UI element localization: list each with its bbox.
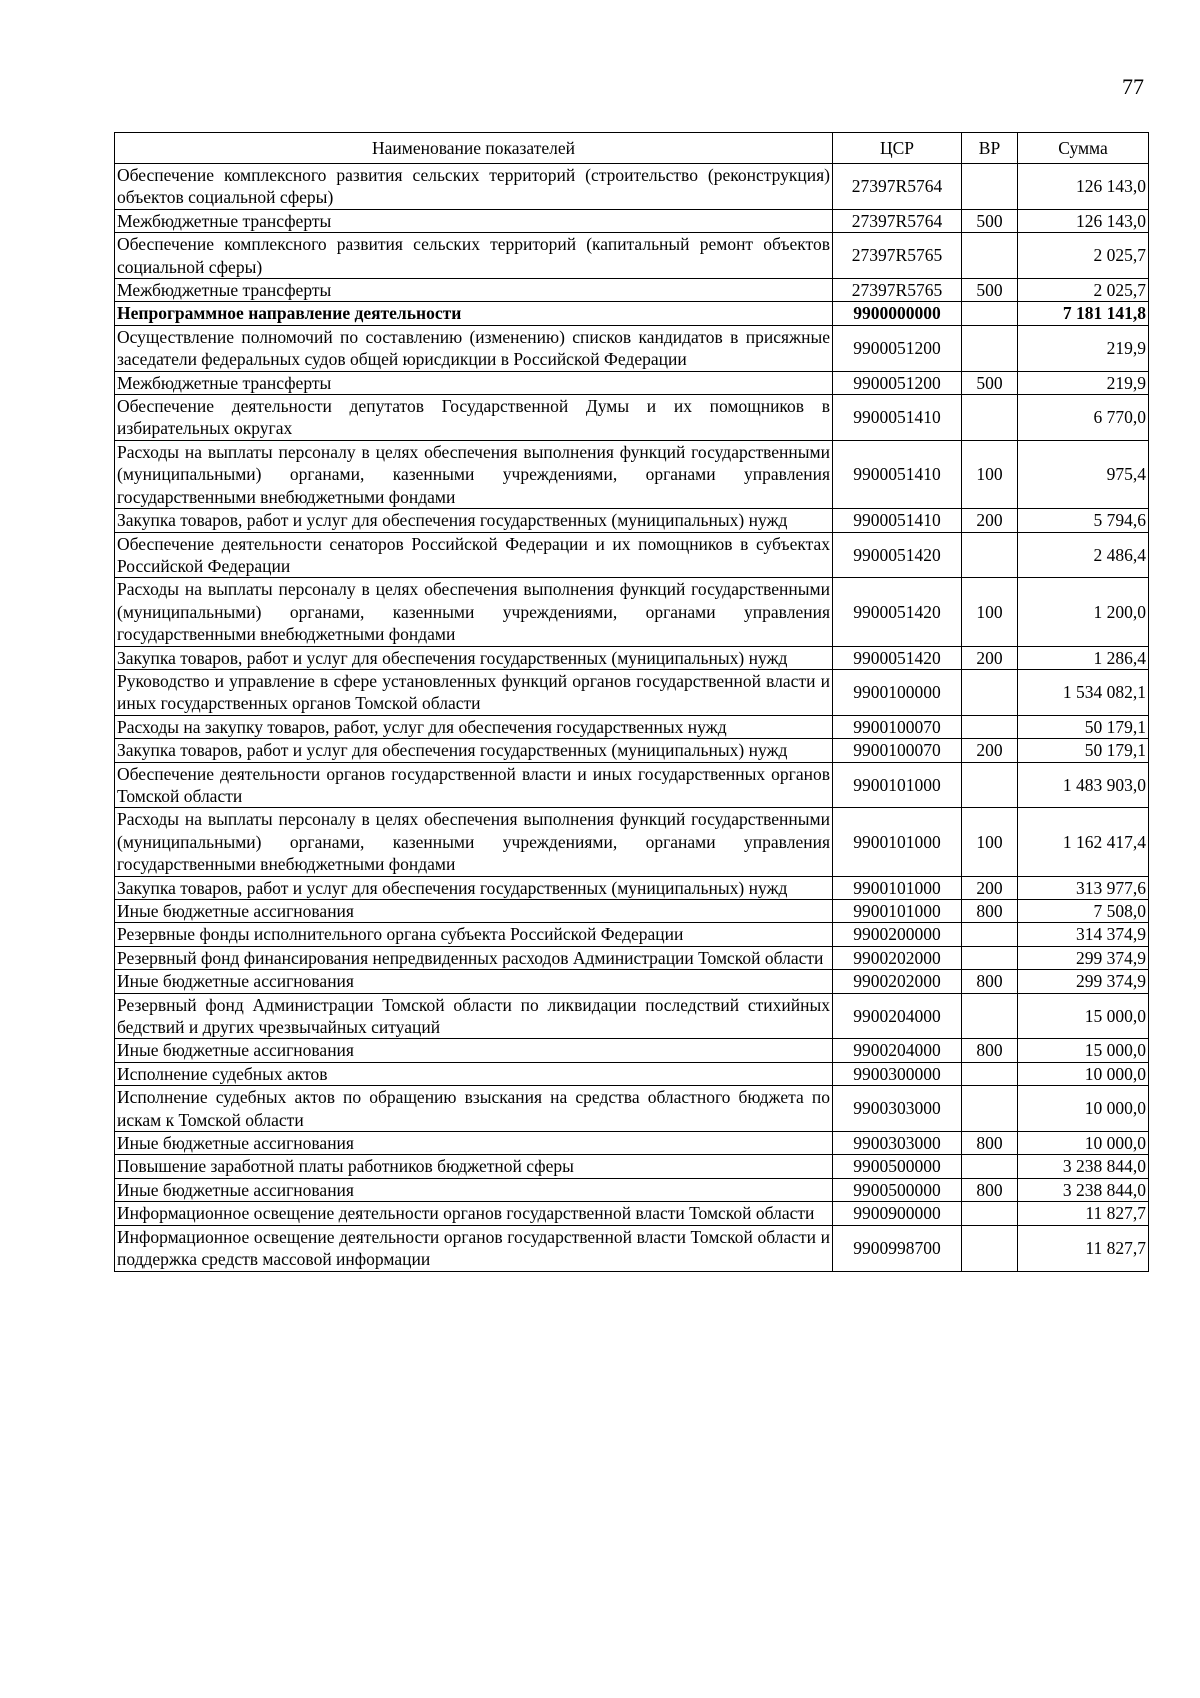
table-row <box>115 739 1149 762</box>
table-row <box>115 1039 1149 1062</box>
cell-sum: 50 179,1 <box>1018 739 1149 762</box>
table-row <box>115 762 1149 808</box>
table-header <box>115 133 1149 164</box>
cell-sum: 10 000,0 <box>1018 1086 1149 1132</box>
cell-name: Закупка товаров, работ и услуг для обеспечения государственных (муниципальных) нужд <box>115 646 833 669</box>
cell-vr <box>962 1225 1018 1271</box>
page-number: 77 <box>1122 74 1144 99</box>
cell-csr: 9900101000 <box>833 876 962 899</box>
cell-name: Иные бюджетные ассигнования <box>115 900 833 923</box>
cell-vr <box>962 233 1018 279</box>
cell-vr: 800 <box>962 970 1018 993</box>
cell-csr: 9900101000 <box>833 762 962 808</box>
table-row <box>115 900 1149 923</box>
cell-sum: 3 238 844,0 <box>1018 1155 1149 1178</box>
cell-sum: 3 238 844,0 <box>1018 1178 1149 1201</box>
table-row <box>115 209 1149 232</box>
table-row <box>115 509 1149 532</box>
cell-csr: 9900303000 <box>833 1086 962 1132</box>
cell-name: Осуществление полномочий по составлению (изменению) списков кандидатов в присяжные заседатели федеральных судов общей юрисдикции в Российской Федерации <box>115 325 833 371</box>
cell-name: Резервный фонд финансирования непредвиденных расходов Администрации Томской области <box>115 946 833 969</box>
cell-csr: 9900101000 <box>833 900 962 923</box>
cell-name: Исполнение судебных актов <box>115 1062 833 1085</box>
cell-vr <box>962 164 1018 210</box>
cell-name: Обеспечение деятельности депутатов Государственной Думы и их помощников в избирательных округах <box>115 395 833 441</box>
cell-sum: 299 374,9 <box>1018 946 1149 969</box>
header-row <box>115 133 1149 164</box>
cell-vr <box>962 532 1018 578</box>
table-row <box>115 1086 1149 1132</box>
cell-vr <box>962 946 1018 969</box>
table-row <box>115 1155 1149 1178</box>
cell-name: Информационное освещение деятельности органов государственной власти Томской области <box>115 1202 833 1225</box>
cell-vr <box>962 1086 1018 1132</box>
cell-csr: 27397R5765 <box>833 279 962 302</box>
cell-vr: 100 <box>962 440 1018 508</box>
table-row <box>115 646 1149 669</box>
cell-sum: 2 025,7 <box>1018 279 1149 302</box>
cell-name: Иные бюджетные ассигнования <box>115 1132 833 1155</box>
cell-name: Информационное освещение деятельности органов государственной власти Томской области и поддержка средств массовой информации <box>115 1225 833 1271</box>
cell-name: Закупка товаров, работ и услуг для обеспечения государственных (муниципальных) нужд <box>115 509 833 532</box>
cell-csr: 9900900000 <box>833 1202 962 1225</box>
cell-name: Обеспечение комплексного развития сельских территорий (строительство (реконструкция) объектов социальной сферы) <box>115 164 833 210</box>
cell-name: Обеспечение комплексного развития сельских территорий (капитальный ремонт объектов социальной сферы) <box>115 233 833 279</box>
header-vr: ВР <box>962 133 1018 164</box>
cell-sum: 7 508,0 <box>1018 900 1149 923</box>
cell-sum: 1 286,4 <box>1018 646 1149 669</box>
cell-vr: 200 <box>962 876 1018 899</box>
cell-sum: 2 486,4 <box>1018 532 1149 578</box>
cell-vr: 200 <box>962 739 1018 762</box>
cell-sum: 313 977,6 <box>1018 876 1149 899</box>
cell-vr: 800 <box>962 900 1018 923</box>
table-row <box>115 923 1149 946</box>
cell-name: Иные бюджетные ассигнования <box>115 1178 833 1201</box>
cell-csr: 9900051420 <box>833 646 962 669</box>
cell-csr: 27397R5764 <box>833 209 962 232</box>
cell-csr: 9900998700 <box>833 1225 962 1271</box>
table-row <box>115 371 1149 394</box>
cell-vr <box>962 993 1018 1039</box>
cell-csr: 9900100070 <box>833 739 962 762</box>
header-sum: Сумма <box>1018 133 1149 164</box>
cell-name: Иные бюджетные ассигнования <box>115 970 833 993</box>
cell-csr: 9900200000 <box>833 923 962 946</box>
cell-name: Резервные фонды исполнительного органа субъекта Российской Федерации <box>115 923 833 946</box>
cell-vr: 800 <box>962 1039 1018 1062</box>
cell-csr: 9900051200 <box>833 325 962 371</box>
cell-name: Резервный фонд Администрации Томской области по ликвидации последствий стихийных бедствий и других чрезвычайных ситуаций <box>115 993 833 1039</box>
cell-name: Непрограммное направление деятельности <box>115 302 833 325</box>
table-row <box>115 302 1149 325</box>
cell-sum: 50 179,1 <box>1018 715 1149 738</box>
header-csr: ЦСР <box>833 133 962 164</box>
cell-vr <box>962 395 1018 441</box>
cell-csr: 27397R5764 <box>833 164 962 210</box>
cell-vr <box>962 1202 1018 1225</box>
cell-name: Обеспечение деятельности сенаторов Российской Федерации и их помощников в субъектах Российской Федерации <box>115 532 833 578</box>
cell-sum: 6 770,0 <box>1018 395 1149 441</box>
cell-csr: 9900500000 <box>833 1155 962 1178</box>
cell-name: Закупка товаров, работ и услуг для обеспечения государственных (муниципальных) нужд <box>115 876 833 899</box>
cell-name: Расходы на выплаты персоналу в целях обеспечения выполнения функций государственными (муниципальными) органами, казенными учреждениями, органами управления государственными внебюджетными фондами <box>115 578 833 646</box>
table-row <box>115 1132 1149 1155</box>
cell-csr: 9900051410 <box>833 509 962 532</box>
table-row <box>115 715 1149 738</box>
table-row <box>115 532 1149 578</box>
table-row <box>115 164 1149 210</box>
cell-csr: 9900100070 <box>833 715 962 738</box>
cell-vr <box>962 1062 1018 1085</box>
table-row <box>115 1202 1149 1225</box>
cell-name: Обеспечение деятельности органов государственной власти и иных государственных органов Томской области <box>115 762 833 808</box>
cell-csr: 9900202000 <box>833 946 962 969</box>
table-row <box>115 993 1149 1039</box>
cell-sum: 1 162 417,4 <box>1018 808 1149 876</box>
cell-csr: 9900051410 <box>833 395 962 441</box>
cell-csr: 9900000000 <box>833 302 962 325</box>
cell-sum: 7 181 141,8 <box>1018 302 1149 325</box>
table-row <box>115 279 1149 302</box>
cell-sum: 2 025,7 <box>1018 233 1149 279</box>
table-row <box>115 1178 1149 1201</box>
cell-vr: 200 <box>962 509 1018 532</box>
cell-csr: 9900051200 <box>833 371 962 394</box>
table-row <box>115 395 1149 441</box>
cell-vr <box>962 1155 1018 1178</box>
cell-name: Межбюджетные трансферты <box>115 209 833 232</box>
cell-csr: 9900204000 <box>833 993 962 1039</box>
cell-name: Межбюджетные трансферты <box>115 279 833 302</box>
cell-vr: 100 <box>962 578 1018 646</box>
cell-vr: 200 <box>962 646 1018 669</box>
table-row <box>115 325 1149 371</box>
cell-vr: 500 <box>962 371 1018 394</box>
cell-sum: 15 000,0 <box>1018 1039 1149 1062</box>
cell-csr: 9900101000 <box>833 808 962 876</box>
cell-sum: 1 534 082,1 <box>1018 669 1149 715</box>
cell-name: Иные бюджетные ассигнования <box>115 1039 833 1062</box>
cell-sum: 219,9 <box>1018 371 1149 394</box>
cell-vr <box>962 325 1018 371</box>
cell-csr: 9900202000 <box>833 970 962 993</box>
table-row <box>115 808 1149 876</box>
cell-name: Расходы на выплаты персоналу в целях обеспечения выполнения функций государственными (муниципальными) органами, казенными учреждениями, органами управления государственными внебюджетными фондами <box>115 440 833 508</box>
cell-sum: 10 000,0 <box>1018 1062 1149 1085</box>
table-row <box>115 876 1149 899</box>
budget-table <box>114 132 1149 1272</box>
cell-csr: 9900500000 <box>833 1178 962 1201</box>
table-row <box>115 233 1149 279</box>
cell-sum: 5 794,6 <box>1018 509 1149 532</box>
cell-vr <box>962 669 1018 715</box>
cell-csr: 9900300000 <box>833 1062 962 1085</box>
cell-name: Расходы на закупку товаров, работ, услуг для обеспечения государственных нужд <box>115 715 833 738</box>
cell-csr: 9900100000 <box>833 669 962 715</box>
header-name: Наименование показателей <box>115 133 833 164</box>
cell-csr: 9900051410 <box>833 440 962 508</box>
cell-vr <box>962 923 1018 946</box>
cell-name: Исполнение судебных актов по обращению взыскания на средства областного бюджета по искам к Томской области <box>115 1086 833 1132</box>
table-row <box>115 578 1149 646</box>
cell-name: Расходы на выплаты персоналу в целях обеспечения выполнения функций государственными (муниципальными) органами, казенными учреждениями, органами управления государственными внебюджетными фондами <box>115 808 833 876</box>
table-row <box>115 440 1149 508</box>
cell-name: Закупка товаров, работ и услуг для обеспечения государственных (муниципальных) нужд <box>115 739 833 762</box>
cell-sum: 1 200,0 <box>1018 578 1149 646</box>
cell-sum: 299 374,9 <box>1018 970 1149 993</box>
table-row <box>115 1225 1149 1271</box>
cell-sum: 975,4 <box>1018 440 1149 508</box>
table-body <box>115 164 1149 1272</box>
cell-sum: 15 000,0 <box>1018 993 1149 1039</box>
cell-name: Руководство и управление в сфере установленных функций органов государственной власти и иных государственных органов Томской области <box>115 669 833 715</box>
cell-csr: 9900051420 <box>833 578 962 646</box>
cell-sum: 219,9 <box>1018 325 1149 371</box>
cell-sum: 11 827,7 <box>1018 1202 1149 1225</box>
cell-vr <box>962 762 1018 808</box>
cell-name: Межбюджетные трансферты <box>115 371 833 394</box>
table-row <box>115 669 1149 715</box>
cell-sum: 126 143,0 <box>1018 209 1149 232</box>
cell-vr: 800 <box>962 1132 1018 1155</box>
cell-sum: 126 143,0 <box>1018 164 1149 210</box>
table-row <box>115 1062 1149 1085</box>
cell-vr: 500 <box>962 279 1018 302</box>
cell-vr: 500 <box>962 209 1018 232</box>
cell-csr: 9900204000 <box>833 1039 962 1062</box>
cell-sum: 11 827,7 <box>1018 1225 1149 1271</box>
cell-vr <box>962 302 1018 325</box>
cell-sum: 1 483 903,0 <box>1018 762 1149 808</box>
cell-vr: 800 <box>962 1178 1018 1201</box>
cell-name: Повышение заработной платы работников бюджетной сферы <box>115 1155 833 1178</box>
cell-sum: 10 000,0 <box>1018 1132 1149 1155</box>
cell-csr: 9900303000 <box>833 1132 962 1155</box>
cell-vr: 100 <box>962 808 1018 876</box>
cell-sum: 314 374,9 <box>1018 923 1149 946</box>
table-row <box>115 946 1149 969</box>
cell-csr: 9900051420 <box>833 532 962 578</box>
table-row <box>115 970 1149 993</box>
cell-vr <box>962 715 1018 738</box>
cell-csr: 27397R5765 <box>833 233 962 279</box>
